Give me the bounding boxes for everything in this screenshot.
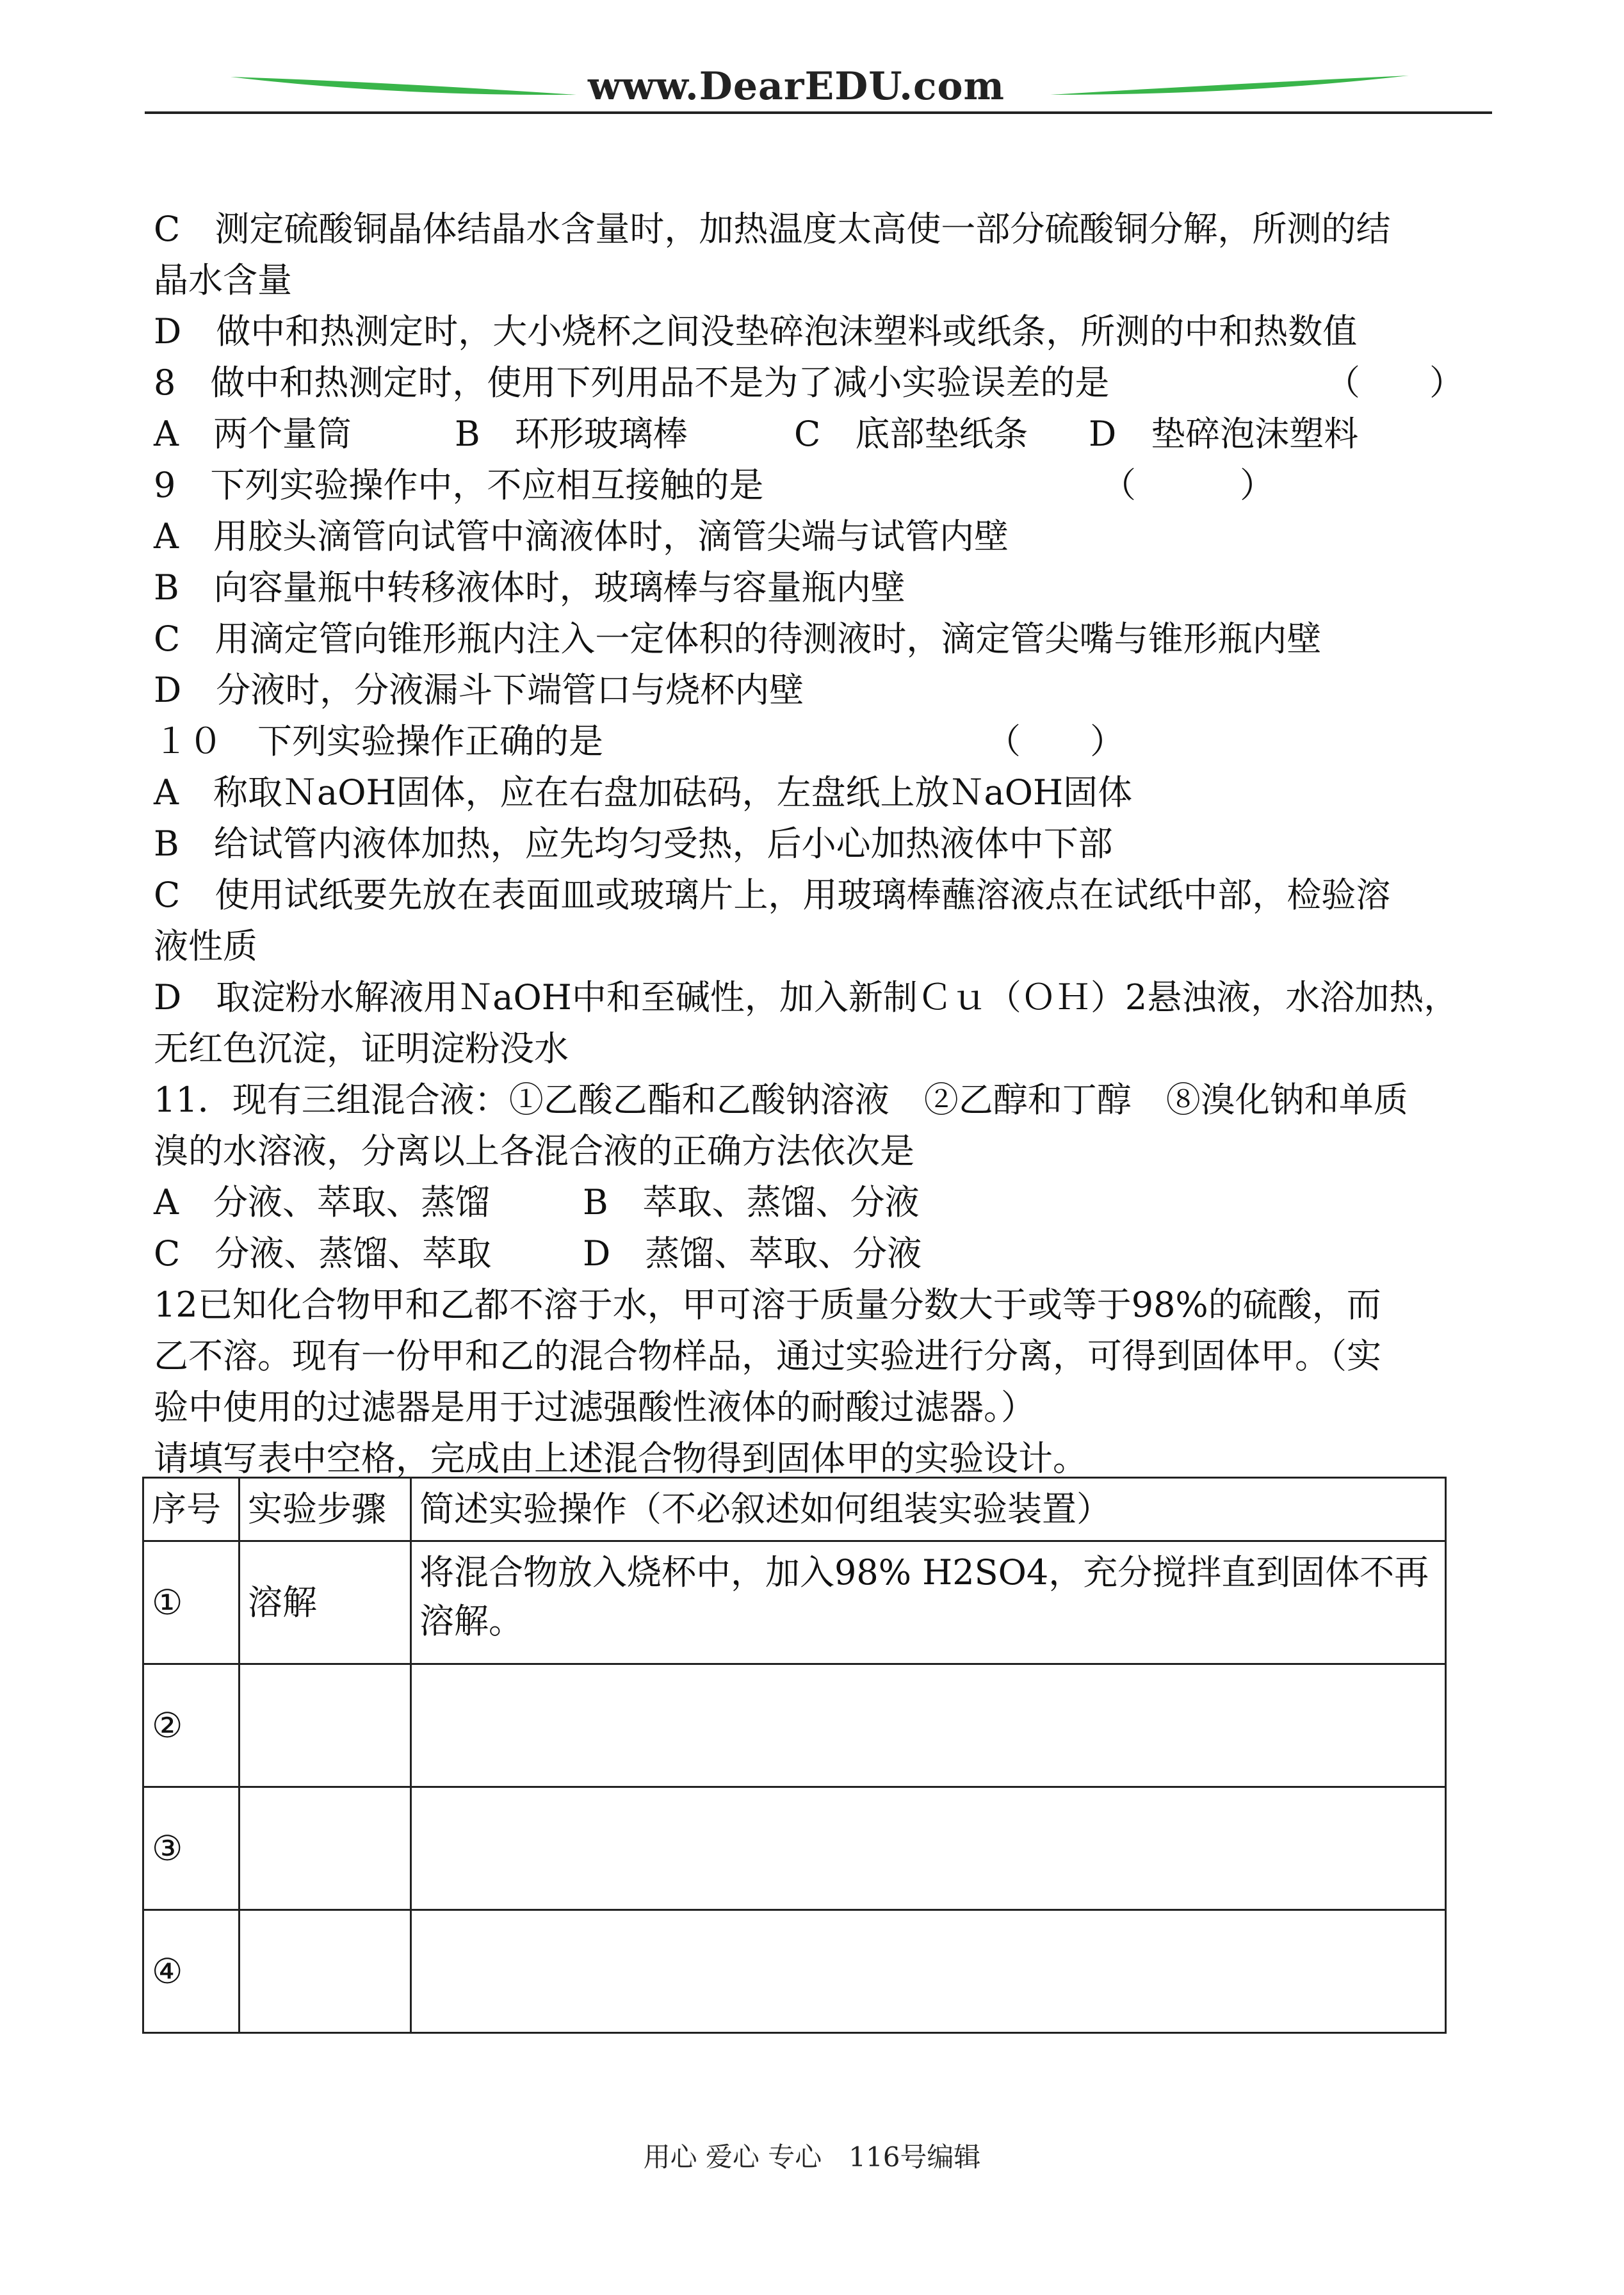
right-swoosh <box>1050 76 1409 95</box>
q10-option-c-line1: C 使用试纸要先放在表面皿或玻璃片上，用玻璃棒蘸溶液点在试纸中部，检验溶 <box>154 875 1391 915</box>
question-10-text: １０ 下列实验操作正确的是 <box>154 721 603 761</box>
row-description[interactable] <box>411 1664 1446 1787</box>
question-10 <box>154 716 1486 767</box>
question-8-text: 8 做中和热测定时，使用下列用品不是为了减小实验误差的是 <box>154 362 1110 403</box>
table-row <box>143 1541 1446 1664</box>
q8-option-d: D 垫碎泡沫塑料 <box>1089 414 1359 454</box>
q8-option-b: B 环形玻璃棒 <box>455 414 688 454</box>
row-number: ② <box>143 1664 240 1787</box>
question-12-line2: 乙不溶。现有一份甲和乙的混合物样品，通过实验进行分离，可得到固体甲。（实 <box>154 1336 1381 1376</box>
row-number: ④ <box>143 1910 240 2033</box>
question-11-options-ab <box>154 1177 1486 1228</box>
question-9-text: 9 下列实验操作中，不应相互接触的是 <box>154 465 764 505</box>
row-step: 溶解 <box>240 1541 411 1664</box>
question-12-line1: 12已知化合物甲和乙都不溶于水，甲可溶于质量分数大于或等于98%的硫酸，而 <box>154 1285 1381 1325</box>
option-c-line2: 晶水含量 <box>154 260 292 300</box>
option-d-line: D 做中和热测定时，大小烧杯之间没垫碎泡沫塑料或纸条，所测的中和热数值 <box>154 311 1358 352</box>
site-logo-text: www.DearEDU.com <box>588 64 1005 109</box>
table-header-cell: 序号 <box>143 1478 240 1541</box>
question-11-line2: 溴的水溶液，分离以上各混合液的正确方法依次是 <box>154 1131 914 1171</box>
q8-option-a: A 两个量筒 <box>154 414 352 454</box>
question-8-options <box>154 409 1486 460</box>
question-10-answer-blank: （ ） <box>986 721 1125 761</box>
q11-option-a: A 分液、萃取、蒸馏 <box>154 1182 490 1222</box>
q8-option-c: C 底部垫纸条 <box>794 414 1028 454</box>
row-step[interactable] <box>240 1787 411 1910</box>
q10-option-b: B 给试管内液体加热，应先均匀受热，后小心加热液体中下部 <box>154 823 1113 864</box>
q9-option-a: A 用胶头滴管向试管中滴液体时，滴管尖端与试管内壁 <box>154 516 1009 556</box>
row-number: ① <box>143 1541 240 1664</box>
row-description[interactable] <box>411 1910 1446 2033</box>
left-swoosh <box>231 77 576 95</box>
question-12-line4: 请填写表中空格，完成由上述混合物得到固体甲的实验设计。 <box>154 1438 1087 1479</box>
q9-option-d: D 分液时，分液漏斗下端管口与烧杯内壁 <box>154 670 804 710</box>
question-8 <box>154 357 1486 409</box>
row-step[interactable] <box>240 1664 411 1787</box>
q11-option-c: C 分液、蒸馏、萃取 <box>154 1233 492 1274</box>
q9-option-c: C 用滴定管向锥形瓶内注入一定体积的待测液时，滴定管尖嘴与锥形瓶内壁 <box>154 619 1322 659</box>
table-header-cell: 实验步骤 <box>240 1478 411 1541</box>
row-step[interactable] <box>240 1910 411 2033</box>
q10-option-c-line2: 液性质 <box>154 926 257 966</box>
question-content <box>154 204 1486 1484</box>
question-8-answer-blank: （ ） <box>1326 362 1464 403</box>
question-9 <box>154 460 1486 511</box>
option-c-line1: C 测定硫酸铜晶体结晶水含量时，加热温度太高使一部分硫酸铜分解，所测的结 <box>154 209 1391 249</box>
q10-option-d-line2: 无红色沉淀，证明淀粉没水 <box>154 1028 569 1069</box>
row-description: 将混合物放入烧杯中，加入98% H2SO4，充分搅拌直到固体不再溶解。 <box>411 1541 1446 1664</box>
table-header-cell: 简述实验操作（不必叙述如何组装实验装置） <box>411 1478 1446 1541</box>
table-row <box>143 1664 1446 1787</box>
q11-option-d: D 蒸馏、萃取、分液 <box>583 1233 922 1274</box>
page-header <box>0 0 1624 122</box>
row-description[interactable] <box>411 1787 1446 1910</box>
table-row <box>143 1910 1446 2033</box>
question-12-line3: 验中使用的过滤器是用于过滤强酸性液体的耐酸过滤器。） <box>154 1387 1035 1427</box>
q10-option-a: A 称取ＮaOH固体，应在右盘加砝码，左盘纸上放ＮaOH固体 <box>154 772 1133 813</box>
q11-option-b: B 萃取、蒸馏、分液 <box>583 1182 920 1222</box>
table-header-row <box>143 1478 1446 1541</box>
question-11-line1: 11．现有三组混合液：①乙酸乙酯和乙酸钠溶液 ②乙醇和丁醇 ⑧溴化钠和单质 <box>154 1080 1408 1120</box>
q10-option-d-line1: D 取淀粉水解液用ＮaOH中和至碱性，加入新制Ｃｕ（ＯＨ）2悬浊液，水浴加热， <box>154 977 1459 1018</box>
q9-option-b: B 向容量瓶中转移液体时，玻璃棒与容量瓶内壁 <box>154 567 905 608</box>
table-row <box>143 1787 1446 1910</box>
row-number: ③ <box>143 1787 240 1910</box>
page-footer: 用心 爱心 专心 116号编辑 <box>643 2141 981 2173</box>
question-9-answer-blank: （ ） <box>1101 465 1274 505</box>
experiment-design-table <box>142 1477 1447 2034</box>
question-11-options-cd <box>154 1228 1486 1279</box>
